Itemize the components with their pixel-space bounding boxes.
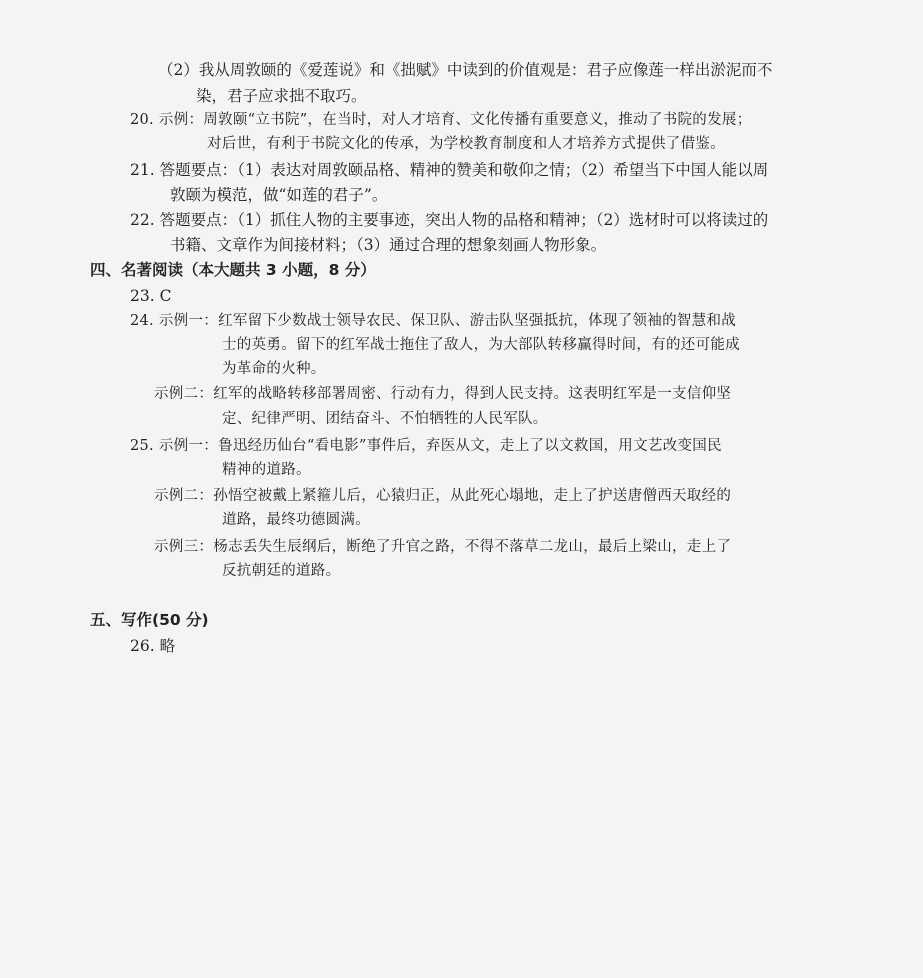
text-line: 示例三：杨志丢失生辰纲后，断绝了升官之路，不得不落草二龙山，最后上梁山，走上了 bbox=[154, 539, 732, 555]
text-line: 24. 示例一：红军留下少数战士领导农民、保卫队、游击队坚强抵抗，体现了领袖的智慧和战 bbox=[130, 313, 737, 329]
text-line: 26. 略 bbox=[130, 637, 176, 655]
text-line: （2）我从周敦颐的《爱莲说》和《拙赋》中读到的价值观是：君子应像莲一样出淤泥而不 bbox=[158, 61, 773, 79]
text-line: 为革命的火种。 bbox=[222, 361, 326, 377]
text-line: 染，君子应求拙不取巧。 bbox=[196, 87, 367, 105]
section-heading: 五、写作(50 分) bbox=[90, 611, 209, 629]
text-line: 书籍、文章作为间接材料；（3）通过合理的想象刻画人物形象。 bbox=[170, 236, 607, 254]
section-heading: 四、名著阅读（本大题共 3 小题，8 分） bbox=[90, 261, 376, 279]
text-line: 敦颐为模范，做“如莲的君子”。 bbox=[170, 186, 388, 204]
text-line: 22. 答题要点：（1）抓住人物的主要事迹，突出人物的品格和精神；（2）选材时可以将读过的 bbox=[130, 211, 769, 229]
text-line: 21. 答题要点：（1）表达对周敦颐品格、精神的赞美和敬仰之情；（2）希望当下中国人能以周 bbox=[130, 161, 769, 179]
text-line: 25. 示例一：鲁迅经历仙台“看电影”事件后，弃医从文，走上了以文救国，用文艺改变国民 bbox=[130, 438, 722, 454]
text-line: 道路，最终功德圆满。 bbox=[222, 512, 370, 528]
text-line: 反抗朝廷的道路。 bbox=[222, 563, 341, 579]
text-line: 对后世，有利于书院文化的传承，为学校教育制度和人才培养方式提供了借鉴。 bbox=[207, 136, 725, 152]
text-line: 示例二：孙悟空被戴上紧箍儿后，心猿归正，从此死心塌地，走上了护送唐僧西天取经的 bbox=[154, 488, 732, 504]
text-line: 20. 示例：周敦颐“立书院”，在当时，对人才培育、文化传播有重要意义，推动了书院的发展； bbox=[130, 112, 752, 128]
text-line: 士的英勇。留下的红军战士拖住了敌人，为大部队转移赢得时间，有的还可能成 bbox=[222, 337, 740, 353]
text-line: 定、纪律严明、团结奋斗、不怕牺牲的人民军队。 bbox=[222, 411, 548, 427]
text-line: 23. C bbox=[130, 287, 172, 305]
text-line: 精神的道路。 bbox=[222, 462, 311, 478]
text-line: 示例二：红军的战略转移部署周密、行动有力，得到人民支持。这表明红军是一支信仰坚 bbox=[154, 386, 732, 402]
